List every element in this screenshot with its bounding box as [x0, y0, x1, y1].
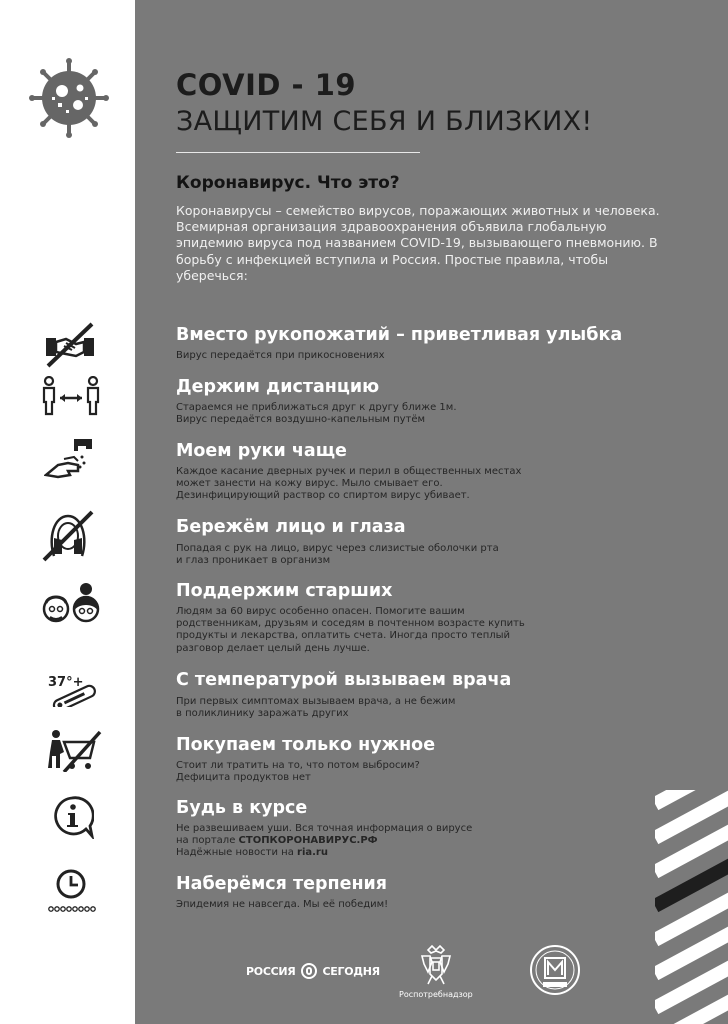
rule-title: С температурой вызываем врача [176, 670, 512, 690]
info-icon [50, 795, 94, 839]
clock-icon [46, 868, 96, 914]
distance-icon [40, 376, 102, 416]
rule-title: Бережём лицо и глаза [176, 517, 406, 537]
main-panel [135, 0, 728, 1024]
no-handshake-icon [42, 322, 98, 368]
rule-text: Эпидемия не навсегда. Мы её победим! [176, 899, 389, 910]
ria-logo [246, 963, 380, 979]
wash-hands-icon [44, 437, 96, 481]
rule-title: Будь в курсе [176, 798, 308, 818]
eagle-emblem-icon [418, 944, 454, 988]
ria-logo-mark [301, 963, 317, 979]
page-subtitle: ЗАЩИТИМ СЕБЯ И БЛИЗКИХ! [176, 106, 593, 137]
rule-title: Моем руки чаще [176, 441, 347, 461]
rule-text: Попадая с рук на лицо, вирус через слизистые оболочки рта и глаз проникает в организм [176, 543, 499, 567]
temperature-label: 37°+ [48, 675, 84, 690]
no-face-touch-icon [40, 508, 96, 562]
rule-text: Вирус передаётся при прикосновениях [176, 350, 385, 361]
page-title: COVID - 19 [176, 68, 357, 102]
rule-text: Стоит ли тратить на то, что потом выбросим? Дефицита продуктов нет [176, 760, 420, 784]
university-seal-icon [529, 944, 581, 996]
rule-title: Держим дистанцию [176, 377, 380, 397]
intro-text: Коронавирусы – семейство вирусов, поражающих животных и человека. Всемирная организация здравоохранения объявила глобальную эпидемию вируса под названием COVID-19, вызывающего пневмонию. В борьбу с инфекцией вступила и Россия. Простые правила, чтобы уберечься: [176, 203, 660, 283]
ria-logo-left: РОССИЯ [246, 964, 296, 978]
ria-logo-right: СЕГОДНЯ [322, 964, 380, 978]
virus-icon [28, 57, 110, 139]
rule-title: Наберёмся терпения [176, 874, 388, 894]
rule-title: Поддержим старших [176, 581, 393, 601]
rule-text: При первых симптомах вызываем врача, а не бежим в поликлинику заражать других [176, 696, 456, 720]
divider [176, 152, 420, 153]
elderly-icon [40, 581, 102, 629]
decorative-stripes [655, 790, 728, 1024]
intro-heading: Коронавирус. Что это? [176, 173, 400, 193]
rule-title: Вместо рукопожатий – приветливая улыбка [176, 325, 623, 345]
portal-link[interactable]: СТОПКОРОНАВИРУС.РФ [238, 835, 378, 847]
no-shopping-cart-icon [46, 728, 102, 772]
thermometer-icon [46, 673, 98, 707]
rule-text: Не развешиваем уши. Вся точная информация о вирусе на портале СТОПКОРОНАВИРУС.РФ Надёжные новости на ria.ru [176, 823, 473, 859]
rospotrebnadzor-label: Роспотребнадзор [399, 990, 473, 999]
rule-text: Каждое касание дверных ручек и перил в общественных местах может занести на кожу вирус. Мыло смывает его. Дезинфицирующий раствор со спиртом вирус убивает. [176, 466, 522, 502]
ria-link[interactable]: ria.ru [297, 847, 328, 859]
rule-text: Людям за 60 вирус особенно опасен. Помогите вашим родственникам, друзьям и соседям в почтенном возрасте купить продукты и лекарства, оплатить счета. Иногда просто теплый разговор делает целый день лучше. [176, 606, 525, 654]
rule-title: Покупаем только нужное [176, 735, 436, 755]
rule-text: Стараемся не приближаться друг к другу ближе 1м. Вирус передаётся воздушно-капельным путём [176, 402, 457, 426]
